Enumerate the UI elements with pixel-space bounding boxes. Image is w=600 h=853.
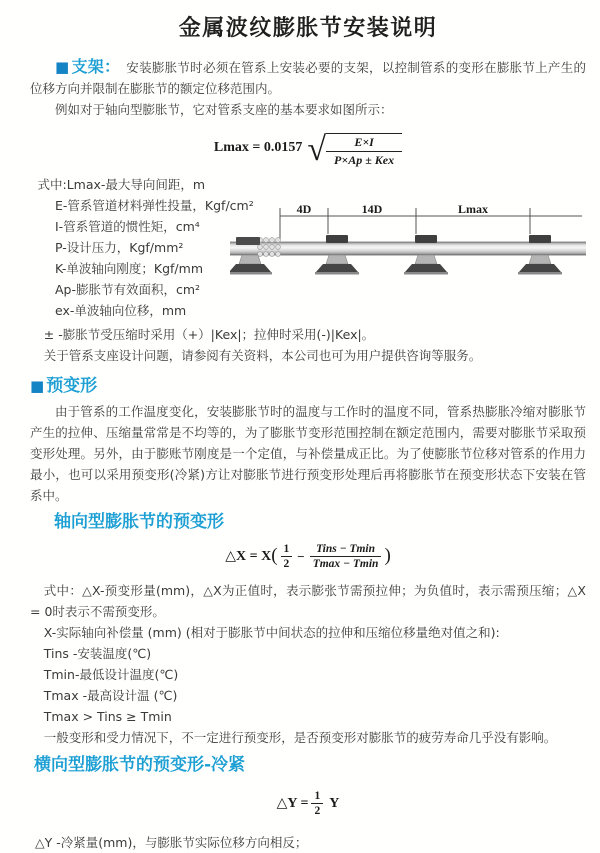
- preform-paragraph: 由于管系的工作温度变化，安装膨胀节时的温度与工作时的温度不同，管系热膨胀冷缩对膨胀节产生的拉伸、压缩量常常是不均等的，为了膨胀节变形范围控制在额定范围内，需要对膨胀节采取预变形处理。另外，由于膨账节刚度是一个定值，与补偿量成正比。为了使膨胀节位移对管系的作用力最小，也可以采用预变形(冷紧)方让对膨胀节进行预变形处理后再将膨胀节在预变形状态下安装在管系中。: [30, 404, 586, 503]
- dimension-label-14d: 14D: [361, 202, 383, 216]
- axial-preform-formula: [30, 542, 586, 571]
- temperature-fraction: [310, 542, 382, 571]
- pipe: [230, 242, 586, 255]
- support-section-heading: 支架：: [71, 57, 121, 76]
- lmax-formula-fraction: [326, 133, 402, 169]
- definition-line: 式中:Lmax-最大导向间距，m: [37, 177, 206, 192]
- fraction-denominator: 2: [314, 805, 321, 817]
- one-half-fraction: [311, 789, 323, 818]
- fraction-numerator: 1: [311, 789, 323, 804]
- lmax-formula-numerator: E×I: [354, 135, 374, 149]
- lateral-note-line: △Y -冷紧量(mm)，与膨胀节实际位移方向相反；: [35, 835, 308, 850]
- support-intro-text: 安装膨胀节时必须在管系上安装必要的支架，以控制管系的变形在膨胀节上产生的位移方向并限制在膨胀节的额定位移范围内。: [30, 60, 586, 96]
- definition-line: E-管系管道材料弹性投量，Kgf/cm²: [55, 198, 254, 213]
- one-half-fraction: [281, 542, 293, 571]
- axial-note-paragraph: 式中：△X-预变形量(mm)，△X为正值时，表示膨张节需预拉伸；为负值时，表示需预压缩；△X = 0时表示不需预变形。: [30, 583, 586, 619]
- axial-note-line: Tmax -最高设计温 (℃): [43, 688, 178, 703]
- lateral-preform-formula: [30, 789, 586, 818]
- consult-note: 关于管系支座设计问题，请参阅有关资料，本公司也可为用户提供咨询等服务。: [43, 348, 482, 363]
- open-paren: (: [271, 545, 278, 566]
- axial-formula-lhs: △X = X: [225, 549, 272, 564]
- preform-heading-text: 预变形: [46, 376, 98, 396]
- minus-operator: −: [297, 549, 305, 564]
- definition-line: K-单波轴向刚度；Kgf/mm: [55, 261, 203, 276]
- lmax-formula-lhs: Lmax = 0.0157: [213, 139, 303, 155]
- fraction-numerator: 1: [281, 542, 293, 557]
- section-marker-icon: ■: [30, 377, 45, 395]
- axial-note-line: X-实际轴向补偿量 (mm) (相对于膨胀节中间状态的拉伸和压缩位移量绝对值之和):: [43, 625, 500, 640]
- fraction-numerator: Tins − Tmin: [310, 542, 382, 557]
- definition-line: I-管系管道的惯性矩，cm⁴: [55, 219, 200, 234]
- support-example-line: 例如对于轴向型膨胀节，它对管系支座的基本要求如图所示：: [55, 102, 393, 117]
- lateral-formula-lhs: △Y =: [276, 796, 309, 811]
- axial-note-line: Tmin-最低设计温度(℃): [43, 667, 179, 682]
- dimension-label-4d: 4D: [296, 202, 312, 216]
- dimension-label-lmax: Lmax: [458, 202, 488, 216]
- preform-section-heading: [30, 376, 586, 397]
- section-marker-icon: ■: [55, 58, 70, 76]
- lateral-formula-rhs: Y: [329, 796, 340, 811]
- definition-line: P-设计压力，Kgf/mm²: [55, 240, 184, 255]
- definition-line: ex-单波轴向位移，mm: [55, 303, 187, 318]
- definitions-and-diagram: [30, 174, 586, 324]
- axial-note-line: Tmax > Tins ≥ Tmin: [43, 709, 172, 724]
- axial-note-line: Tins -安装温度(℃): [43, 646, 152, 661]
- lmax-formula: Lmax = 0.0157 √ E×I P×Ap ± Kex: [30, 129, 586, 165]
- plus-minus-note: ± -膨胀节受压缩时采用（+）|Kex|；拉伸时采用(-)|Kex|。: [43, 327, 375, 342]
- lateral-subsection-heading: 横向型膨胀节的预变形-冷紧: [34, 755, 246, 775]
- definition-line: Ap-膨胀节有效面积，cm²: [55, 282, 201, 297]
- axial-subsection-heading: 轴向型膨胀节的预变形: [54, 512, 224, 532]
- pipe-support-diagram: [230, 202, 586, 282]
- fraction-denominator: Tmax − Tmin: [312, 558, 379, 570]
- support-intro-paragraph: [30, 56, 586, 99]
- lmax-formula-denominator: P×Ap ± Kex: [326, 151, 402, 169]
- fraction-denominator: 2: [283, 558, 290, 570]
- page-title: 金属波纹膨胀节安装说明: [178, 16, 438, 41]
- close-paren: ): [384, 545, 391, 566]
- axial-note-line: 一般变形和受力情况下，不一定进行预变形，是否预变形对膨胀节的疲劳寿命几乎没有影响。: [43, 730, 557, 745]
